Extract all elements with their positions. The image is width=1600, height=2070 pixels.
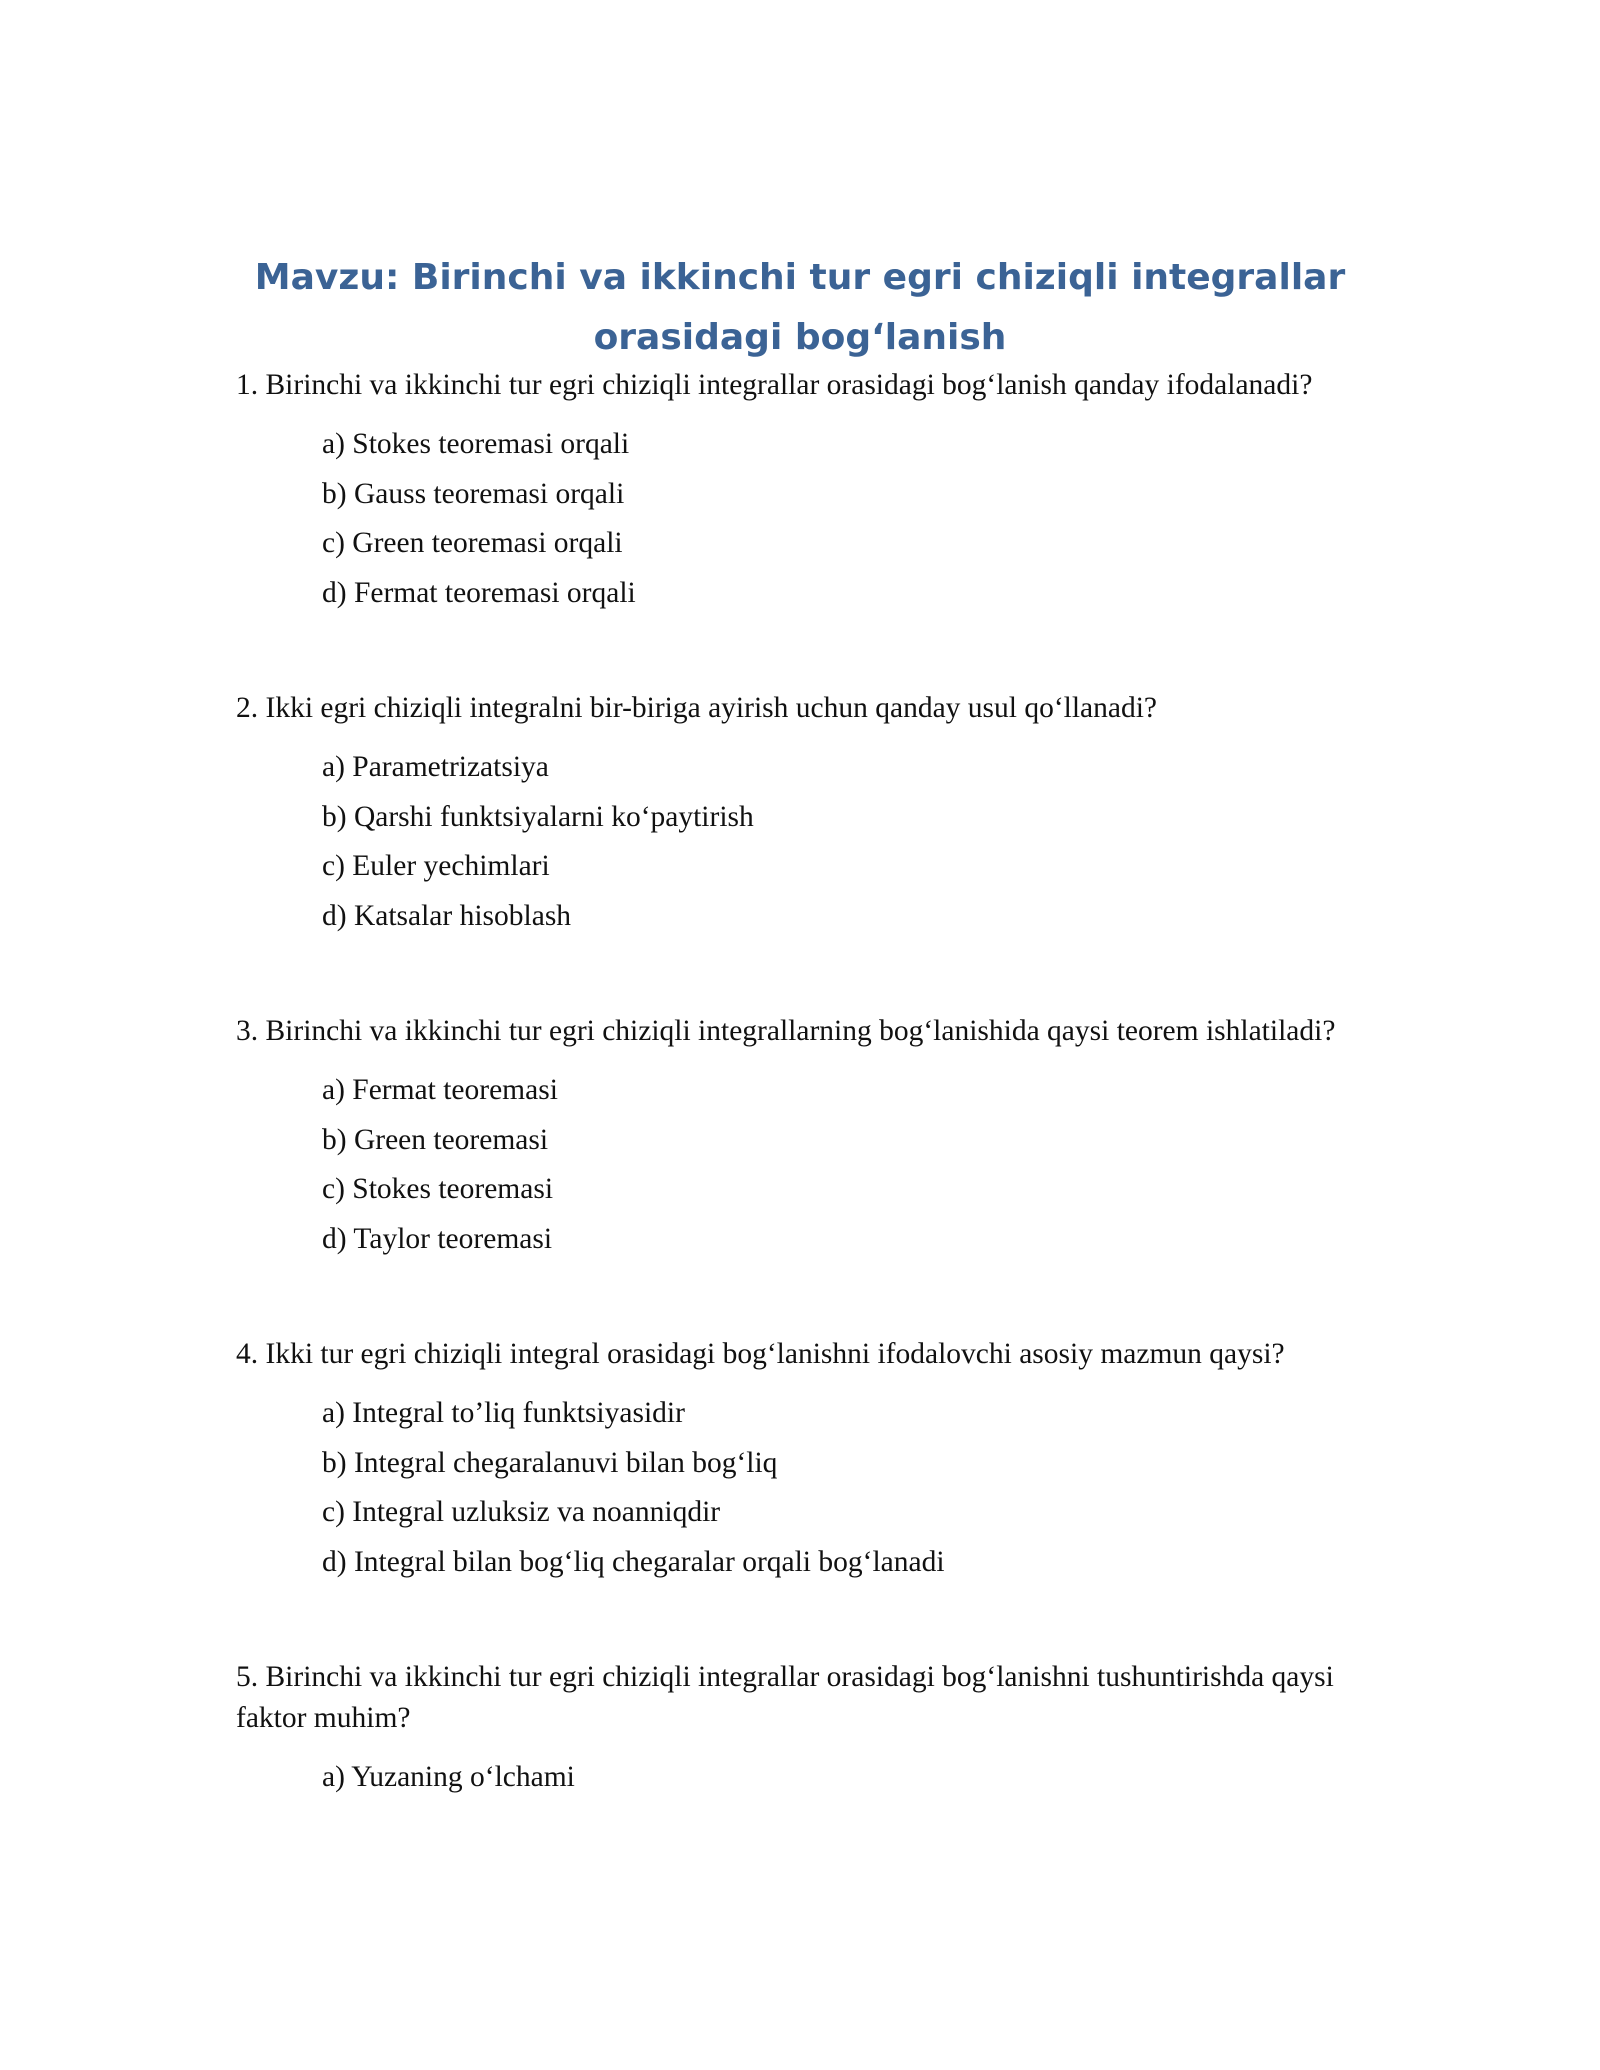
question-text: 2. Ikki egri chiziqli integralni bir-biriga ayirish uchun qanday usul qo‘llanadi? [236, 692, 1158, 724]
answer-option: a) Fermat teoremasi [322, 1074, 558, 1106]
question-block [236, 1334, 1366, 1587]
answer-option: d) Katsalar hisoblash [322, 899, 572, 932]
answer-option: d) Fermat teoremasi orqali [322, 576, 636, 609]
question-text: 3. Birinchi va ikkinchi tur egri chiziqli integrallarning bog‘lanishida qaysi teorem ishlatiladi? [236, 1015, 1336, 1047]
answer-option: a) Stokes teoremasi orqali [322, 428, 630, 460]
answer-option: b) Integral chegaralanuvi bilan bog‘liq [322, 1446, 778, 1479]
answer-options [322, 1753, 1366, 1803]
question-block [236, 688, 1366, 941]
answer-option: b) Green teoremasi [322, 1123, 549, 1156]
answer-option: c) Integral uzluksiz va noanniqdir [322, 1496, 721, 1528]
answer-option: b) Qarshi funktsiyalarni ko‘paytirish [322, 800, 754, 833]
answer-option: d) Integral bilan bog‘liq chegaralar orqali bog‘lanadi [322, 1545, 945, 1578]
document-title: Mavzu: Birinchi va ikkinchi tur egri chiziqli integrallar orasidagi bog‘lanish [254, 257, 1346, 358]
answer-option: d) Taylor teoremasi [322, 1222, 553, 1255]
answer-options [322, 1389, 1366, 1587]
answer-option: c) Stokes teoremasi [322, 1173, 554, 1205]
answer-option: c) Green teoremasi orqali [322, 527, 623, 559]
question-block [236, 365, 1366, 618]
question-text: 4. Ikki tur egri chiziqli integral orasidagi bog‘lanishni ifodalovchi asosiy mazmun qaysi? [236, 1338, 1285, 1370]
question-block [236, 1657, 1366, 1803]
answer-option: a) Parametrizatsiya [322, 751, 549, 783]
question-text: 1. Birinchi va ikkinchi tur egri chiziqli integrallar orasidagi bog‘lanish qanday ifodalanadi? [236, 369, 1313, 401]
answer-option: c) Euler yechimlari [322, 850, 550, 882]
question-text: 5. Birinchi va ikkinchi tur egri chiziqli integrallar orasidagi bog‘lanishni tushuntirishda qaysi faktor muhim? [236, 1661, 1334, 1734]
answer-options [322, 743, 1366, 941]
answer-option: b) Gauss teoremasi orqali [322, 477, 625, 510]
answer-options [322, 1066, 1366, 1264]
answer-option: a) Integral to’liq funktsiyasidir [322, 1397, 685, 1429]
answer-option: a) Yuzaning o‘lchami [322, 1761, 575, 1793]
question-block [236, 1011, 1366, 1264]
question-list [236, 365, 1366, 1803]
answer-options [322, 420, 1366, 618]
